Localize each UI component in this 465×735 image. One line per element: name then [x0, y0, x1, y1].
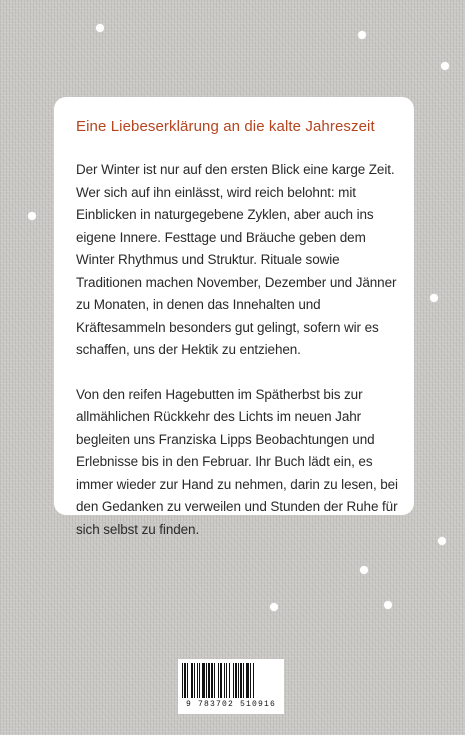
barcode-bar	[235, 663, 237, 698]
snow-dot	[441, 62, 449, 70]
barcode-bar	[194, 663, 195, 698]
snow-dot	[360, 566, 368, 574]
barcode-bar	[199, 663, 200, 698]
snow-dot	[430, 294, 438, 302]
barcode-bar	[218, 663, 219, 698]
barcode-bar	[211, 663, 213, 698]
barcode-bar	[202, 663, 205, 698]
barcode-bar	[197, 663, 198, 698]
barcode-bar	[187, 663, 188, 698]
blurb-title: Eine Liebeserklärung an die kalte Jahreszeit	[76, 118, 375, 135]
barcode-bar	[233, 663, 234, 698]
barcode-bar	[224, 663, 225, 698]
snow-dot	[96, 24, 104, 32]
barcode-bar	[238, 663, 239, 698]
snow-dot	[270, 603, 278, 611]
barcode-bar	[220, 663, 222, 698]
barcode-bar	[226, 663, 227, 698]
barcode-bar	[214, 663, 215, 698]
barcode-bar	[182, 663, 183, 698]
barcode-bar	[191, 663, 193, 698]
isbn-barcode	[178, 659, 284, 714]
barcode-bar	[246, 663, 249, 698]
snow-dot	[438, 537, 446, 545]
snow-dot	[358, 31, 366, 39]
barcode-bar	[208, 663, 210, 698]
barcode-bars	[182, 663, 280, 698]
blurb-paragraph-2: Von den reifen Hagebutten im Spätherbst bis zur allmählichen Rückkehr des Lichts im neuen Jahr begleiten uns Franziska Lipps Beobachtungen und Erlebnisse bis in den Februar. Ihr Buch lädt ein, es immer wieder zur Hand zu nehmen, darin zu lesen, bei den Gedanken zu verweilen und Stunden der Ruhe für sich selbst zu finden.	[76, 386, 398, 537]
snow-dot	[28, 212, 36, 220]
barcode-bar	[206, 663, 207, 698]
isbn-number: 9 783702 510916	[185, 700, 276, 709]
barcode-bar	[250, 663, 251, 698]
barcode-bar	[240, 663, 242, 698]
snow-dot	[384, 601, 392, 609]
barcode-bar	[253, 663, 254, 698]
barcode-bar	[184, 663, 186, 698]
barcode-bar	[229, 663, 230, 698]
barcode-bar	[243, 663, 244, 698]
blurb-card	[54, 97, 414, 537]
blurb-paragraph-1: Der Winter ist nur auf den ersten Blick eine karge Zeit. Wer sich auf ihn einlässt, wird reich belohnt: mit Einblicken in naturgegebene Zyklen, aber auch ins eigene Innere. Festtage und Bräuche geben dem Winter Rhythmus und Struktur. Rituale sowie Traditionen machen November, Dezember und Jänner zu Monaten, in denen das Innehalten und Kräftesammeln besonders gut gelingt, sofern wir es schaffen, uns der Hektik zu entziehen.	[76, 162, 397, 357]
